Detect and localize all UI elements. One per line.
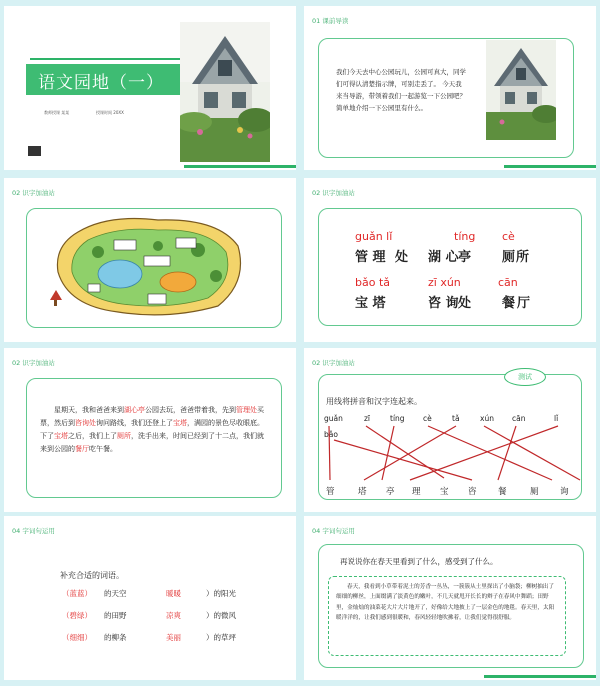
fill-a: （细细） (62, 633, 92, 642)
slide8-header: 04 字词句运用 (312, 527, 355, 535)
word-can-red: 餐 (502, 296, 516, 311)
word-zixun-red: 咨 询 (428, 296, 459, 311)
word-chu-black: 处 (458, 296, 472, 311)
word-ce-red: 厕 (502, 250, 516, 265)
slide-1[interactable] (4, 6, 296, 170)
question-text: 再说说你在春天里看到了什么，感受到了什么。 (340, 557, 498, 566)
word-ting-black: 厅 (517, 296, 531, 311)
pinyin-li: lǐ (554, 414, 559, 423)
story-text: 星期天，我和爸爸来到湖心亭公园去玩，爸爸带着我，先到管理处买票，然后到咨询处询问路线，我们还登上了宝塔，满园的景色尽收眼底。下了宝塔之后，我们上了厕所，洗手出来，时间已经到了十二点，我们就来到公园的餐厅吃午餐。 (40, 406, 264, 453)
bottom-green-line (184, 165, 296, 168)
fill-c: 美丽 (166, 633, 181, 642)
slide-5[interactable] (4, 348, 296, 512)
slide-4[interactable] (304, 178, 596, 342)
intro-text: 我们今天去中心公园玩儿，公园可真大，同学们可得认清楚指示牌，可别走丢了。 今天我来当导游，带领着我们一起游览一下公园吧？简单地介绍一下公园里有什么。 (336, 68, 466, 112)
dark-square (28, 146, 41, 156)
slide5-header: 02 识字加油站 (12, 359, 55, 367)
fill-d: ）的微风 (206, 611, 236, 620)
fill-d: ）的阳光 (206, 589, 236, 598)
bottom-green-line (484, 675, 596, 678)
pinyin-ting: tíng (454, 230, 476, 243)
fill-b: 的天空 (104, 589, 127, 598)
hanzi-ting: 亭 (386, 487, 395, 497)
fill-b: 的柳条 (104, 633, 127, 642)
hanzi-ce: 厕 (530, 487, 539, 497)
fill-a: （蓝蓝） (62, 589, 92, 598)
park-map-illustration (48, 212, 248, 320)
bottom-green-line (504, 165, 596, 168)
hanzi-xun: 询 (560, 487, 569, 497)
top-green-line (30, 58, 182, 60)
fill-table (62, 588, 282, 654)
slide3-header: 02 识字加油站 (12, 189, 55, 197)
fill-row (62, 610, 282, 632)
word-ting-red: 亭 (458, 250, 472, 265)
fill-c: 暖暖 (166, 589, 181, 598)
hanzi-zi: 咨 (468, 487, 477, 497)
match-instruction: 用线将拼音和汉字连起来。 (326, 397, 422, 406)
pinyin-baota: bǎo tǎ (355, 276, 391, 289)
fill-d: ）的草坪 (206, 633, 236, 642)
pinyin-zixun: zī xún (428, 276, 461, 289)
pinyin-ce: cè (502, 230, 515, 243)
word-guanli-red: 管 理 (355, 250, 386, 265)
fill-row (62, 588, 282, 610)
hanzi-guan: 管 (326, 487, 335, 497)
fill-c: 凉爽 (166, 611, 181, 620)
answer-text: 春天，我看到小草带着泥土的芳香一丛丛，一簇簇从土里探出了小脑袋；柳树抽出了细细的柳丝，上面缀满了淡黄色的嫩叶，不几天就甩开长长的辫子在春风中舞蹈；田野里，金灿灿的油菜花大片大片地开了，好像给大地披上了一层金色的地毯。春天里，太阳暖洋洋的，让我们感到很暖和，春风轻轻地吹拂着，让我们觉得很舒服。 (336, 584, 555, 622)
time-meta: 授课时间 20XX (96, 110, 124, 115)
pinyin-guan: guǎn (324, 414, 343, 423)
fill-intro: 补充合适的词语。 (60, 571, 124, 580)
slide-8[interactable] (304, 516, 596, 680)
slide7-header: 04 字词句运用 (12, 527, 55, 535)
word-suo-black: 所 (516, 250, 530, 265)
slide2-header: 01 课前导读 (312, 17, 349, 25)
word-huxin: 湖 心 (428, 250, 459, 265)
slide-3[interactable] (4, 178, 296, 342)
pinyin-guanli: guǎn lǐ (355, 230, 393, 243)
fill-a: （碧绿） (62, 611, 92, 620)
pinyin-ce: cè (423, 414, 432, 423)
slide-2[interactable] (304, 6, 596, 170)
hanzi-ta: 塔 (358, 487, 367, 497)
pinyin-ting: tíng (390, 414, 405, 423)
pinyin-can: cān (512, 414, 526, 423)
test-badge: 测试 (504, 368, 546, 386)
house-photo-2 (486, 40, 556, 140)
slide1-title: 语文园地（一） (38, 73, 164, 93)
pinyin-ta: tǎ (452, 414, 460, 423)
slide-7[interactable] (4, 516, 296, 680)
hanzi-row (324, 485, 584, 499)
hanzi-bao: 宝 (440, 487, 449, 497)
slide-6[interactable] (304, 348, 596, 512)
pinyin-can: cān (498, 276, 518, 289)
teacher-meta: 教师授课 某某 (44, 110, 70, 115)
slide6-header: 02 识字加油站 (312, 359, 355, 367)
pinyin-bao: bǎo (324, 430, 338, 439)
fill-row (62, 632, 282, 654)
pinyin-zi: zī (364, 414, 371, 423)
hanzi-can: 餐 (498, 487, 507, 497)
fill-b: 的田野 (104, 611, 127, 620)
word-baota-red: 宝 塔 (355, 296, 386, 311)
word-guanli-black: 处 (395, 250, 409, 265)
house-photo (180, 22, 270, 162)
slide4-header: 02 识字加油站 (312, 189, 355, 197)
pinyin-xun: xún (480, 414, 494, 423)
hanzi-li: 理 (412, 487, 421, 497)
